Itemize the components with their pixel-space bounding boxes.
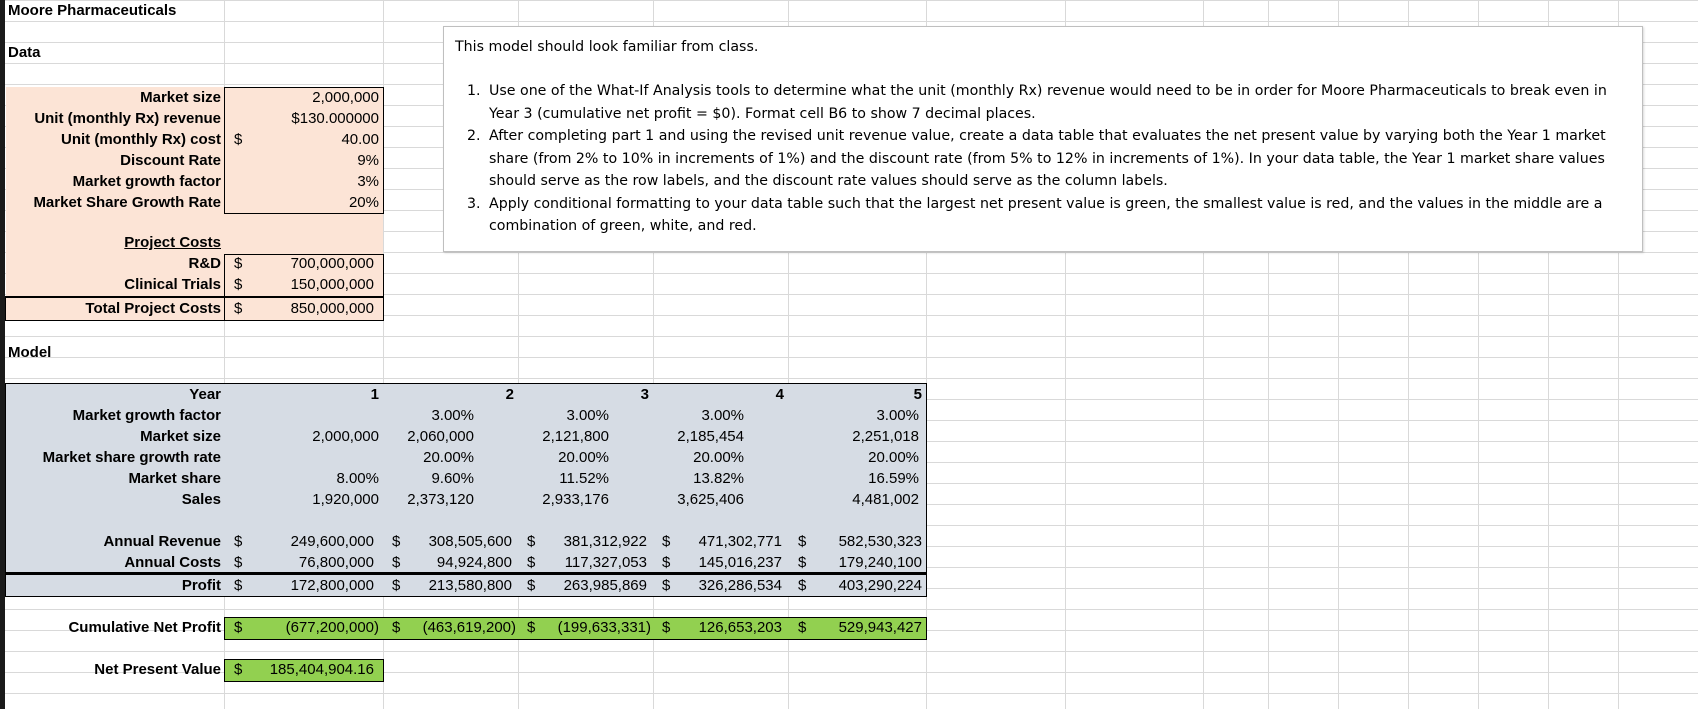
input-label: Market growth factor <box>72 173 221 190</box>
money-currency: $ <box>798 577 807 594</box>
money-currency: $ <box>234 533 243 550</box>
money-currency: $ <box>662 554 671 571</box>
row-header-edge <box>0 0 5 709</box>
model-cell[interactable]: 20.00% <box>558 449 609 466</box>
input-label: Discount Rate <box>120 152 221 169</box>
cumulative-label: Cumulative Net Profit <box>68 619 221 636</box>
money-currency: $ <box>392 577 401 594</box>
money-cell[interactable]: 249,600,000 <box>290 533 374 550</box>
model-row-label: Market growth factor <box>72 407 221 424</box>
money-cell[interactable]: 213,580,800 <box>428 577 512 594</box>
cost-currency: $ <box>234 276 243 293</box>
instruction-item-2: 2. After completing part 1 and using the revised unit revenue value, create a data table that evaluates the net present value by varying both the Year 1 market share (from 2% to 10% in increments of 1%) and the discount rate (from 5% to 12% in increments of 1%). In your data table, the Year 1 market share values should serve as the row labels, and the discount rate values should serve as the column labels. <box>485 125 1631 193</box>
money-cell[interactable]: 76,800,000 <box>298 554 374 571</box>
model-cell[interactable]: 8.00% <box>336 470 379 487</box>
model-cell[interactable]: 2,185,454 <box>677 428 744 445</box>
model-cell[interactable]: 20.00% <box>868 449 919 466</box>
year-header: 1 <box>370 386 379 403</box>
money-currency: $ <box>527 554 536 571</box>
input-currency: $ <box>234 131 243 148</box>
model-cell[interactable] <box>269 406 379 426</box>
model-cell[interactable]: 2,373,120 <box>407 491 474 508</box>
total-costs-currency: $ <box>234 300 243 317</box>
model-row-label: Market share <box>128 470 221 487</box>
data-section-label: Data <box>8 44 41 61</box>
model-cell[interactable]: 1,920,000 <box>312 491 379 508</box>
company-title: Moore Pharmaceuticals <box>8 1 222 21</box>
npv-label: Net Present Value <box>94 661 221 678</box>
cost-value-cell[interactable]: 150,000,000 <box>290 276 374 293</box>
model-row-label: Market size <box>140 428 221 445</box>
input-label: Unit (monthly Rx) revenue <box>34 110 221 127</box>
cumulative-cell[interactable]: (677,200,000) <box>285 619 379 636</box>
cumulative-cell[interactable]: 529,943,427 <box>838 619 922 636</box>
money-cell[interactable]: 582,530,323 <box>838 533 922 550</box>
npv-value[interactable]: 185,404,904.16 <box>269 661 374 678</box>
input-value-cell[interactable]: 40.00 <box>341 131 379 148</box>
year-header: 5 <box>913 386 922 403</box>
model-section-label: Model <box>8 344 52 361</box>
model-cell[interactable]: 13.82% <box>693 470 744 487</box>
model-cell[interactable]: 3.00% <box>566 407 609 424</box>
input-value-cell[interactable]: 2,000,000 <box>312 89 379 106</box>
money-currency: $ <box>527 533 536 550</box>
instructions-intro: This model should look familiar from class. <box>455 39 759 55</box>
money-currency: $ <box>392 533 401 550</box>
input-label: Unit (monthly Rx) cost <box>61 131 221 148</box>
money-cell[interactable]: 179,240,100 <box>838 554 922 571</box>
cost-label: Clinical Trials <box>124 276 221 293</box>
money-row-label: Annual Costs <box>124 554 221 571</box>
model-cell[interactable]: 3.00% <box>876 407 919 424</box>
money-row-label: Profit <box>181 577 221 594</box>
model-cell[interactable]: 3,625,406 <box>677 491 744 508</box>
money-cell[interactable]: 381,312,922 <box>563 533 647 550</box>
model-row-label: Market share growth rate <box>42 449 221 466</box>
cumulative-cell[interactable]: (463,619,200) <box>422 619 516 636</box>
money-cell[interactable]: 326,286,534 <box>698 577 782 594</box>
model-cell[interactable]: 2,933,176 <box>542 491 609 508</box>
money-cell[interactable]: 403,290,224 <box>838 577 922 594</box>
year-header: 2 <box>505 386 514 403</box>
money-cell[interactable]: 94,924,800 <box>436 554 512 571</box>
model-cell[interactable]: 2,060,000 <box>407 428 474 445</box>
model-cell[interactable]: 16.59% <box>868 470 919 487</box>
money-currency: $ <box>662 577 671 594</box>
model-cell[interactable]: 2,121,800 <box>542 428 609 445</box>
year-header: 3 <box>640 386 649 403</box>
year-label: Year <box>189 386 221 403</box>
instruction-item-3: 3. Apply conditional formatting to your data table such that the largest net present value is green, the smallest value is red, and the values in the middle are a combination of green, white, and red. <box>485 193 1631 238</box>
money-cell[interactable]: 172,800,000 <box>290 577 374 594</box>
total-costs-value[interactable]: 850,000,000 <box>290 300 374 317</box>
instructions-list <box>455 80 1631 238</box>
money-currency: $ <box>527 577 536 594</box>
project-costs-heading: Project Costs <box>124 234 221 251</box>
money-currency: $ <box>234 554 243 571</box>
model-cell[interactable]: 9.60% <box>431 470 474 487</box>
money-cell[interactable]: 145,016,237 <box>698 554 782 571</box>
money-row-label: Annual Revenue <box>103 533 221 550</box>
model-row-label: Sales <box>181 491 221 508</box>
money-cell[interactable]: 308,505,600 <box>428 533 512 550</box>
input-value-cell[interactable]: 9% <box>357 152 379 169</box>
input-value-cell[interactable]: 20% <box>348 194 379 211</box>
cumulative-cell[interactable]: (199,633,331) <box>557 619 651 636</box>
money-currency: $ <box>392 554 401 571</box>
input-value-cell[interactable]: $130.000000 <box>291 110 379 127</box>
money-currency: $ <box>234 577 243 594</box>
cost-currency: $ <box>234 255 243 272</box>
total-costs-label: Total Project Costs <box>85 300 221 317</box>
model-cell[interactable]: 20.00% <box>423 449 474 466</box>
cumulative-currency: $ <box>798 619 807 636</box>
input-label: Market size <box>140 89 221 106</box>
instruction-item-1: 1. Use one of the What-If Analysis tools to determine what the unit (monthly Rx) revenue would need to be in order for Moore Pharmaceuticals to break even in Year 3 (cumulative net profit = $0). Format cell B6 to show 7 decimal places. <box>485 80 1631 125</box>
model-cell[interactable]: 4,481,002 <box>852 491 919 508</box>
cumulative-currency: $ <box>662 619 671 636</box>
money-cell[interactable]: 471,302,771 <box>698 533 782 550</box>
input-label: Market Share Growth Rate <box>33 194 221 211</box>
cumulative-cell[interactable]: 126,653,203 <box>698 619 782 636</box>
model-cell[interactable]: 2,000,000 <box>312 428 379 445</box>
year-header: 4 <box>775 386 784 403</box>
npv-currency: $ <box>234 661 243 678</box>
money-currency: $ <box>798 533 807 550</box>
cumulative-currency: $ <box>392 619 401 636</box>
money-currency: $ <box>798 554 807 571</box>
model-cell[interactable]: 3.00% <box>701 407 744 424</box>
cost-label: R&D <box>188 255 221 272</box>
money-cell[interactable]: 263,985,869 <box>563 577 647 594</box>
input-value-cell[interactable]: 3% <box>357 173 379 190</box>
instructions-textbox[interactable] <box>443 26 1643 252</box>
model-cell[interactable]: 2,251,018 <box>852 428 919 445</box>
money-currency: $ <box>662 533 671 550</box>
cumulative-currency: $ <box>527 619 536 636</box>
model-cell[interactable] <box>269 448 379 468</box>
cost-value-cell[interactable]: 700,000,000 <box>290 255 374 272</box>
money-cell[interactable]: 117,327,053 <box>564 554 647 571</box>
model-cell[interactable]: 3.00% <box>431 407 474 424</box>
model-cell[interactable]: 11.52% <box>559 470 609 487</box>
cumulative-currency: $ <box>234 619 243 636</box>
model-cell[interactable]: 20.00% <box>693 449 744 466</box>
